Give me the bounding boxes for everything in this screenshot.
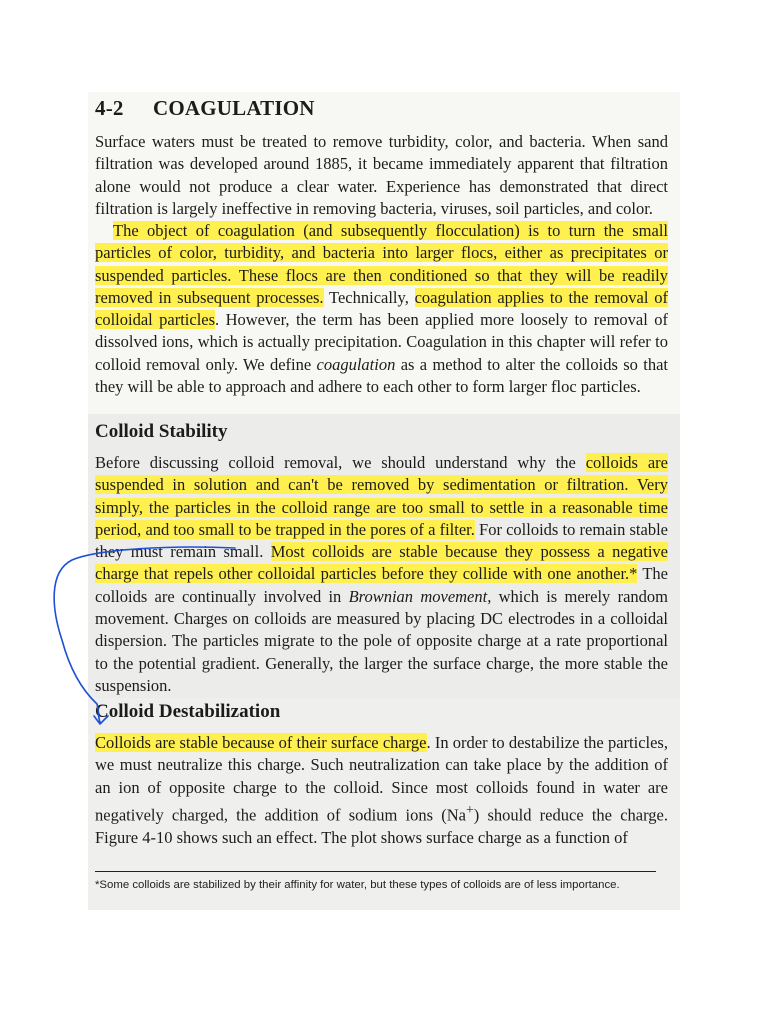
subheading-colloid-stability: Colloid Stability [95, 421, 228, 442]
paragraph-intro [95, 131, 668, 220]
section-heading [95, 96, 315, 121]
text-segment: . However, the term has been applied more loosely to removal of dissolved ions, which is actually precipitation. Coagulation in this chapter will refer to colloid removal only. We define [95, 310, 668, 374]
text-segment: For colloids to remain stable they must remain small. [95, 519, 668, 562]
highlight-colloidal-removal: coagulation applies to the removal of colloidal particles [95, 287, 668, 330]
emphasis-coagulation: coagulation [316, 354, 396, 374]
highlight-surface-charge: Colloids are stable because of their surface charge [95, 733, 427, 752]
text-segment: Technically, [323, 287, 415, 307]
highlight-negative-charge: Most colloids are stable because they possess a negative charge that repels other colloidal particles before they collide with one another.* [95, 542, 668, 584]
section-title: COAGULATION [153, 96, 315, 120]
paragraph-colloid-destabilization [95, 732, 668, 849]
highlight-colloids-suspended: colloids are suspended in solution and can't be removed by sedimentation or filtration. Very simply, the particles in the colloid range are too small to settle in a reasonable time period, and too small to be trapped in the pores of a filter. [95, 453, 668, 539]
text-segment: Before discussing colloid removal, we should understand why the [95, 453, 586, 472]
subheading-colloid-destabilization: Colloid Destabilization [95, 701, 281, 722]
superscript-plus: + [466, 801, 474, 817]
section-number: 4-2 [95, 96, 124, 120]
emphasis-brownian-movement: Brownian movement, [348, 586, 492, 606]
paragraph-coagulation-object [95, 220, 668, 398]
paragraph-colloid-stability [95, 452, 668, 697]
text-segment: which is merely random movement. Charges on colloids are measured by placing DC electrodes in a colloidal dispersion. The particles migrate to the pole of opposite charge at a rate proportional to the potential gradient. Generally, the larger the surface charge, the more stable the suspension. [95, 586, 668, 695]
footnote-divider [95, 871, 656, 872]
paragraph-intro-text: Surface waters must be treated to remove turbidity, color, and bacteria. When sand filtration was developed around 1885, it became immediately apparent that filtration alone would not produce a clear water. Experience has demonstrated that direct filtration is largely ineffective in removing bacteria, viruses, soil particles, and color. [95, 132, 668, 218]
highlight-coagulation-object: The object of coagulation (and subsequently flocculation) is to turn the small particles of color, turbidity, and bacteria into larger flocs, either as precipitates or suspended particles. These flocs are then conditioned so that they will be readily removed in subsequent processes. [95, 221, 668, 307]
footnote: *Some colloids are stabilized by their affinity for water, but these types of colloids are of less importance. [95, 879, 620, 891]
text-segment: . In order to destabilize the particles, we must neutralize this charge. Such neutralization can take place by the addition of an ion of opposite charge to the colloid. Since most colloids found in water are negatively charged, the addition of sodium ions (Na [95, 733, 668, 825]
text-segment: as a method to alter the colloids so that they will be able to approach and adhere to each other to form larger floc particles. [95, 354, 668, 397]
text-segment: ) should reduce the charge. Figure 4-10 shows such an effect. The plot shows surface charge as a function of [95, 805, 668, 847]
text-segment: The colloids are continually involved in [95, 564, 669, 606]
